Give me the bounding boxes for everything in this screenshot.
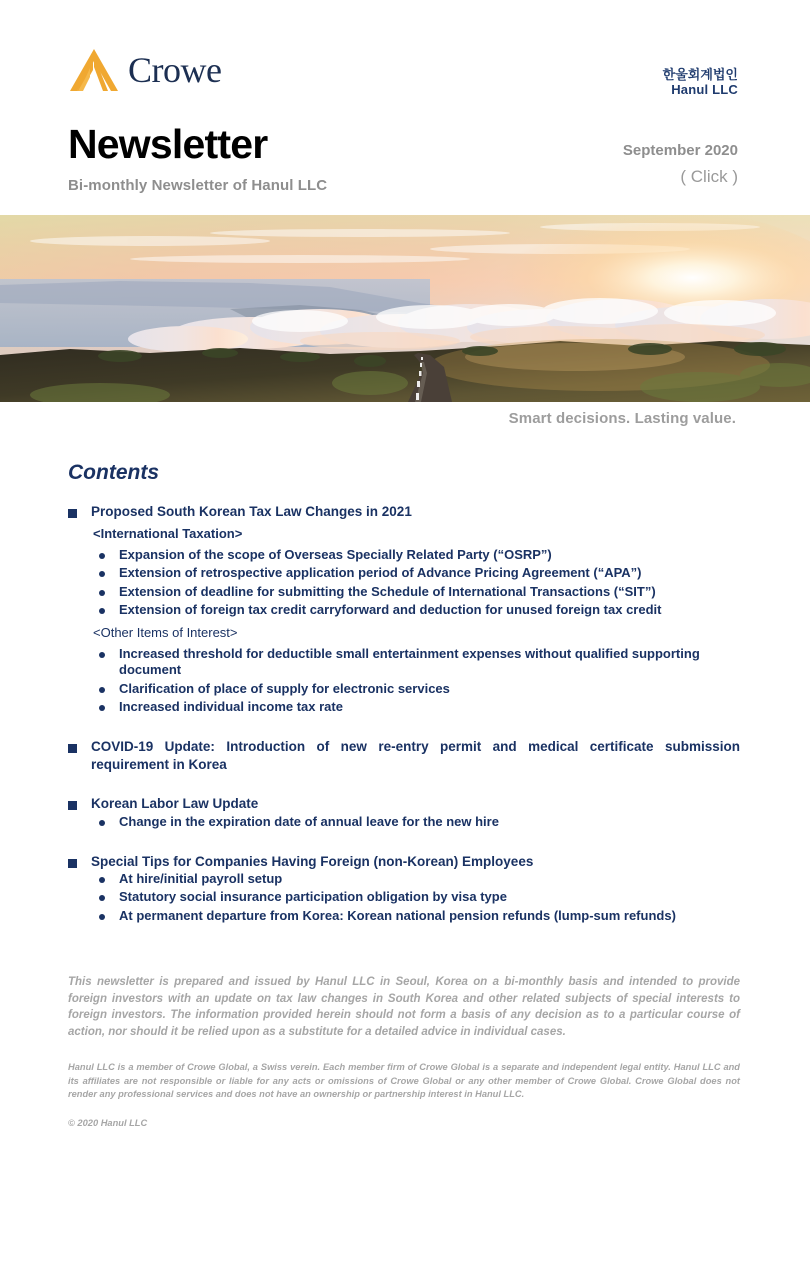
list-item[interactable]: [99, 908, 740, 926]
list-item[interactable]: [99, 547, 740, 565]
contents-section: [0, 461, 810, 926]
crowe-triangle-logo-icon: [68, 48, 120, 92]
list-item[interactable]: [99, 565, 740, 583]
page-header: [0, 0, 810, 215]
dot-bullet-icon: [99, 652, 105, 658]
list-item[interactable]: [99, 889, 740, 907]
issue-info: [623, 142, 738, 187]
section-title-row[interactable]: [68, 853, 740, 871]
page-footer: [0, 974, 810, 1129]
list-item[interactable]: [99, 699, 740, 717]
dot-bullet-icon: [99, 687, 105, 693]
firm-name-korean: 한울회계법인: [662, 67, 738, 82]
contents-section-2: [68, 738, 740, 774]
dot-bullet-icon: [99, 705, 105, 711]
spacer: [68, 774, 740, 795]
dot-bullet-icon: [99, 877, 105, 883]
list-item[interactable]: [99, 584, 740, 602]
list-item[interactable]: [99, 814, 740, 832]
contents-section-3: [68, 795, 740, 831]
click-link[interactable]: ( Click ): [680, 166, 738, 186]
dot-bullet-icon: [99, 590, 105, 596]
dot-bullet-icon: [99, 608, 105, 614]
hanul-firm-name: [663, 68, 738, 98]
disclaimer-text: This newsletter is prepared and issued by Hanul LLC in Seoul, Korea on a bi-monthly basis and intended to provide foreign investors with an update on tax law changes in South Korea and other related subjects of special interests to foreign investors. The information provided herein should not form a basis of any decision as to a particular course of action, nor should it be relied upon as a substitute for a detailed advice in individual cases.: [68, 975, 740, 1038]
list-item[interactable]: [99, 602, 740, 620]
page-subtitle: Bi-monthly Newsletter of Hanul LLC: [68, 177, 328, 194]
page-title: Newsletter: [68, 121, 268, 167]
section-title-row[interactable]: [68, 738, 740, 774]
section-title-row[interactable]: [68, 503, 740, 521]
group-label: <Other Items of Interest>: [93, 625, 238, 641]
list-item-label: Change in the expiration date of annual leave for the new hire: [119, 813, 499, 829]
dot-bullet-icon: [99, 914, 105, 920]
dot-bullet-icon: [99, 571, 105, 577]
firm-name-english: Hanul LLC: [671, 81, 738, 97]
list-item[interactable]: [99, 871, 740, 889]
tagline-row: [0, 402, 810, 439]
section-title-row[interactable]: [68, 795, 740, 813]
square-bullet-icon: [68, 744, 77, 753]
section-title: Special Tips for Companies Having Foreign (non-Korean) Employees: [91, 853, 534, 869]
dot-bullet-icon: [99, 895, 105, 901]
issue-date: September 2020: [622, 142, 738, 159]
square-bullet-icon: [68, 509, 77, 518]
list-item-label: Extension of deadline for submitting the Schedule of International Transactions (“SIT”): [119, 583, 656, 599]
group-label: <International Taxation>: [93, 526, 243, 542]
contents-section-4: [68, 853, 740, 926]
title-block: [68, 121, 328, 194]
dot-bullet-icon: [99, 820, 105, 826]
section-title: COVID-19 Update: Introduction of new re-entry permit and medical certificate submission requirement in Korea: [91, 739, 740, 773]
list-item-label: Increased threshold for deductible small entertainment expenses without qualified supporting document: [119, 646, 700, 678]
spacer: [68, 832, 740, 853]
legal-text: Hanul LLC is a member of Crowe Global, a Swiss verein. Each member firm of Crowe Global is a separate and independent legal entity. Hanul LLC and its affiliates are not responsible or liable for any acts or omissions of Crowe Global or any other member of Crowe Global. Crowe Global does not render any professional services and does not have an ownership or partnership interest in Hanul LLC.: [68, 1061, 740, 1100]
crowe-logo[interactable]: [68, 48, 221, 92]
contents-heading: Contents: [68, 461, 159, 484]
list-item[interactable]: [99, 681, 740, 699]
list-item-label: Extension of foreign tax credit carryforward and deduction for unused foreign tax credit: [119, 601, 662, 617]
brand-tagline: Smart decisions. Lasting value.: [508, 410, 736, 427]
crowe-wordmark: Crowe: [128, 50, 222, 90]
list-item-label: Extension of retrospective application period of Advance Pricing Agreement (“APA”): [119, 565, 642, 581]
list-item[interactable]: [99, 646, 740, 681]
list-item-label: Increased individual income tax rate: [119, 698, 343, 714]
spacer: [68, 717, 740, 738]
section-title: Korean Labor Law Update: [91, 796, 259, 812]
contents-section-1: [68, 503, 740, 717]
hero-image: [0, 215, 810, 402]
list-item-label: Statutory social insurance participation obligation by visa type: [119, 889, 507, 905]
list-item-label: At permanent departure from Korea: Korean national pension refunds (lump-sum refunds): [119, 907, 676, 923]
square-bullet-icon: [68, 859, 77, 868]
list-item-label: Clarification of place of supply for electronic services: [119, 680, 450, 696]
square-bullet-icon: [68, 801, 77, 810]
section-title: Proposed South Korean Tax Law Changes in 2021: [91, 504, 412, 519]
list-item-label: At hire/initial payroll setup: [119, 871, 283, 887]
dot-bullet-icon: [99, 553, 105, 559]
list-item-label: Expansion of the scope of Overseas Specially Related Party (“OSRP”): [119, 547, 552, 563]
copyright-text: © 2020 Hanul LLC: [68, 1118, 148, 1129]
